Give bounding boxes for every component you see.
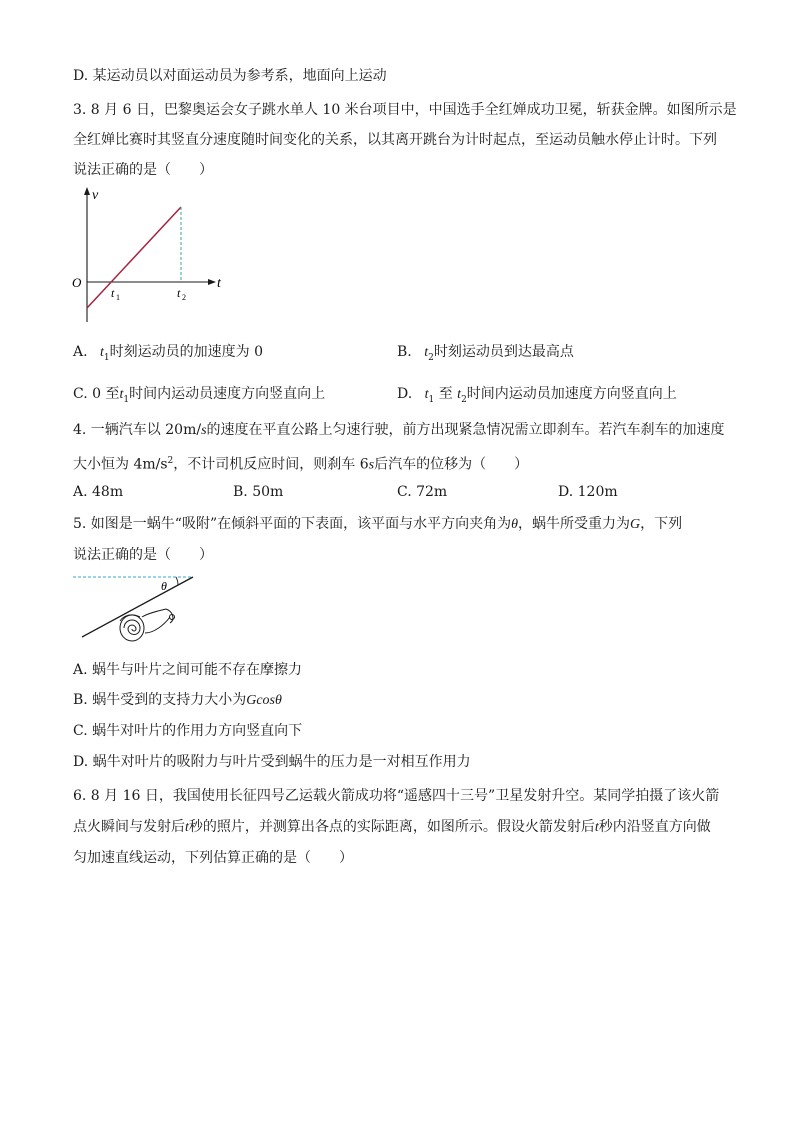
q3-option-c-sub: 1 — [123, 394, 130, 405]
q3-option-b — [397, 342, 574, 368]
q3-velocity-time-graph — [70, 186, 230, 326]
q3-option-c — [73, 384, 325, 410]
q3-option-b-text: 时刻运动员到达最高点 — [433, 344, 574, 360]
q3-graph-t2-subscript: 2 — [182, 293, 186, 302]
q5-line1-part-b: ，蜗牛所受重力为 — [518, 516, 631, 532]
q3-stem-line2: 全红婵比赛时其竖直分速度随时间变化的关系，以其离开跳台为计时起点，至运动员触水停止计时。下列 — [73, 132, 717, 148]
q3-graph-velocity-line — [87, 207, 181, 308]
q3-stem-line1: 3. 8 月 6 日，巴黎奥运会女子跳水单人 10 米台项目中，中国选手全红婵成功卫冕，斩获金牌。如图所示是 — [73, 102, 737, 118]
q3-option-d-sub1: 1 — [428, 394, 435, 405]
q4-line2-unit-s: s — [368, 457, 375, 473]
q3-option-d-text: 时间内运动员加速度方向竖直向上 — [466, 386, 677, 402]
q6-stem-line1: 6. 8 月 16 日，我国使用长征四号乙运载火箭成功将“遥感四十三号”卫星发射升空。某同学拍摄了该火箭 — [73, 788, 720, 804]
q4-line1-unit-s: s — [201, 423, 207, 438]
q4-line2-superscript: 2 — [167, 456, 174, 466]
q5-snail-figure — [72, 573, 202, 645]
q4-line2-part-b: ，不计司机反应时间，则刹车 6 — [173, 456, 369, 473]
q4-option-c: C. 72m — [397, 484, 448, 500]
q5-option-b — [73, 690, 282, 711]
q6-line2-t: t — [185, 820, 189, 835]
q3-option-d — [397, 384, 677, 410]
snail-icon — [120, 609, 175, 641]
q3-option-a — [73, 342, 263, 368]
q5-line1-part-c: ，下列 — [640, 516, 683, 532]
q6-stem-line3: 匀加速直线运动，下列估算正确的是（ ） — [73, 850, 353, 866]
q5-option-a: A. 蜗牛与叶片之间可能不存在摩擦力 — [73, 662, 303, 678]
q3-option-a-var: t — [100, 345, 104, 360]
q3-option-d-letter: D. — [397, 386, 413, 402]
q4-line1-part-b: 的速度在平直公路上匀速行驶，前方出现紧急情况需立即刹车。若汽车刹车的加速度 — [206, 422, 725, 438]
q3-option-d-var2: t — [457, 387, 462, 402]
q3-graph-t1-label: t — [111, 286, 115, 300]
q5-theta-label: θ — [161, 579, 167, 593]
q3-graph-t-arrow — [208, 279, 216, 285]
q3-graph-t1-subscript: 1 — [116, 293, 120, 302]
q4-line2-part-c: 后汽车的位移为（ ） — [374, 456, 529, 473]
q3-option-c-text: 时间内运动员速度方向竖直向上 — [129, 386, 326, 402]
q3-option-b-sub: 2 — [428, 352, 434, 363]
q4-stem-line2 — [73, 451, 528, 476]
q5-line1-theta: θ — [511, 517, 519, 532]
q5-option-c: C. 蜗牛对叶片的作用力方向竖直向下 — [73, 723, 303, 739]
q5-angle-arc — [176, 577, 178, 585]
q3-option-b-letter: B. — [397, 344, 412, 360]
q2-option-d: D. 某运动员以对面运动员为参考系，地面向上运动 — [73, 68, 387, 84]
q3-option-a-text: 时刻运动员的加速度为 0 — [109, 344, 263, 360]
q6-line2-t2: t — [594, 820, 599, 835]
q4-stem-line1 — [73, 420, 725, 441]
q6-line2-part-b: 秒的照片，并测算出各点的实际距离，如图所示。假设火箭发射后 — [188, 819, 595, 835]
q4-line1-part-a: 4. 一辆汽车以 20m/ — [73, 422, 202, 438]
q3-option-d-mid: 至 — [438, 386, 453, 402]
q3-graph-v-label: v — [92, 188, 99, 203]
q4-option-b: B. 50m — [233, 484, 284, 500]
q5-option-d: D. 蜗牛对叶片的吸附力与叶片受到蜗牛的压力是一对相互作用力 — [73, 754, 471, 770]
q5-option-b-g: G — [246, 693, 257, 708]
q3-option-b-var: t — [424, 345, 429, 360]
q4-option-d: D. 120m — [558, 484, 618, 500]
q3-option-c-var: t — [119, 387, 124, 402]
q5-option-b-text: B. 蜗牛受到的支持力大小为 — [73, 692, 247, 708]
q5-line1-g: G — [630, 517, 641, 532]
q5-option-b-theta: θ — [275, 693, 282, 708]
q6-stem-line2 — [73, 817, 711, 838]
q3-graph-origin-label: O — [72, 275, 82, 290]
q6-line2-part-c: 秒内沿竖直方向做 — [598, 819, 711, 835]
q5-stem-line1 — [73, 514, 682, 535]
q3-graph-t2-label: t — [177, 286, 181, 300]
q4-line2-part-a: 大小恒为 4m/s — [73, 456, 168, 473]
q3-option-d-var1: t — [424, 387, 429, 402]
q6-line2-part-a: 点火瞬间与发射后 — [73, 819, 185, 835]
q3-option-d-sub2: 2 — [461, 394, 467, 405]
q4-option-a: A. 48m — [73, 484, 124, 500]
q5-stem-line2: 说法正确的是（ ） — [73, 547, 213, 563]
q3-graph-t-label: t — [217, 276, 221, 291]
q3-option-a-sub: 1 — [103, 352, 110, 363]
q5-option-b-cos: cos — [256, 693, 275, 708]
q5-inclined-surface — [82, 577, 193, 637]
q3-option-a-letter: A. — [73, 344, 88, 360]
q3-stem-line3: 说法正确的是（ ） — [73, 162, 213, 178]
q3-graph-v-arrow — [84, 187, 90, 195]
q5-line1-part-a: 5. 如图是一蜗牛“吸附”在倾斜平面的下表面，该平面与水平方向夹角为 — [73, 516, 512, 532]
q3-option-c-prefix: C. 0 至 — [73, 386, 120, 402]
